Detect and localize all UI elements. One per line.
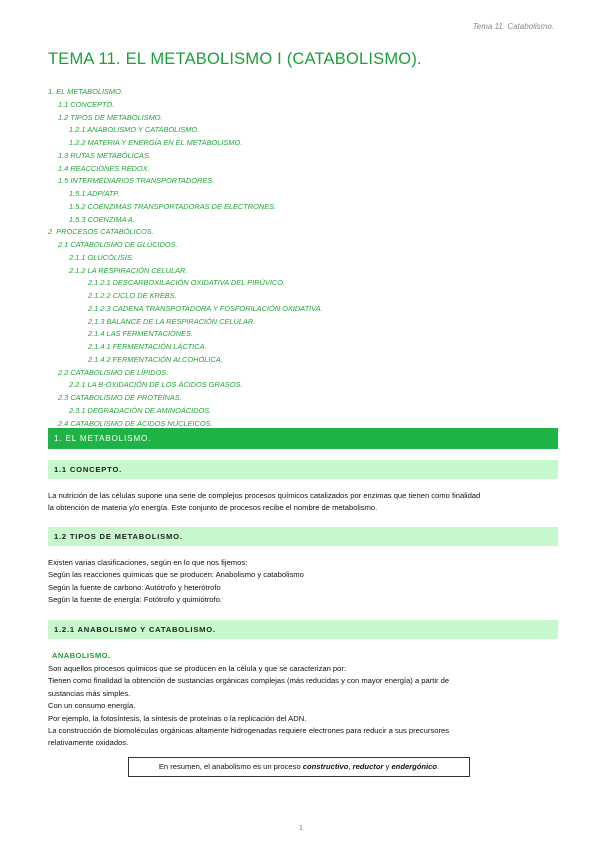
summary-word-constructivo: constructivo	[302, 762, 349, 771]
text-line: Con un consumo energía.	[48, 701, 136, 711]
text-line: Tienen como finalidad la obtención de sustancias orgánicas complejas (más reducidas y con mayor energía) a partir de	[48, 676, 450, 686]
summary-word-reductor: reductor	[352, 762, 384, 771]
toc-entry[interactable]: 1.2.2 MATERIA Y ENERGÍA EN EL METABOLISMO.	[69, 138, 243, 147]
text-line: La construcción de biomoléculas orgánicas altamente hidrogenadas requiere electrones para reducir a sus precursores	[48, 726, 450, 736]
anabolismo-heading: ANABOLISMO.	[52, 651, 111, 660]
toc-entry[interactable]: 2.3.1 DEGRADACIÓN DE AMINOÁCIDOS.	[69, 405, 212, 415]
toc-entry[interactable]: 1.2 TIPOS DE METABOLISMO.	[58, 112, 163, 122]
summary-end: .	[437, 762, 440, 771]
toc-entry[interactable]: 2. PROCESOS CATABÓLICOS.	[48, 227, 154, 237]
toc-entry[interactable]: 2.1.2.1 DESCARBOXILACIÓN OXIDATIVA DEL PIRÚVICO.	[88, 278, 286, 288]
page-title: TEMA 11. EL METABOLISMO I (CATABOLISMO).	[48, 50, 422, 68]
toc-entry[interactable]: 1.5.1 ADP/ATP.	[69, 189, 120, 198]
concepto-paragraph	[48, 490, 563, 515]
toc-entry[interactable]: 1.3 RUTAS METABÓLICAS.	[58, 150, 151, 160]
summary-prefix: En resumen, el anabolismo es un proceso	[158, 762, 303, 771]
summary-word-endergonico: endergónico	[391, 762, 438, 771]
running-header: Tema 11. Catabolismo.	[472, 22, 554, 31]
toc-entry[interactable]: 1.4 REACCIONES REDOX.	[58, 163, 150, 173]
toc-entry[interactable]: 2.1.1 GLUCÓLISIS.	[69, 252, 134, 262]
text-line: Según la fuente de carbono: Autótrofo y heterótrofo	[48, 582, 221, 592]
anabolismo-paragraph	[48, 663, 563, 750]
summary-box	[128, 757, 470, 777]
toc-entry[interactable]: 2.1 CATABOLISMO DE GLÚCIDOS.	[58, 240, 178, 249]
toc-entry[interactable]: 1.2.1 ANABOLISMO Y CATABOLISMO.	[69, 125, 200, 135]
toc-entry[interactable]: 2.1.2.2 CICLO DE KREBS.	[88, 291, 177, 300]
text-line: Según la fuente de energía: Fotótrofo y quimiótrofo.	[48, 595, 222, 605]
text-line: Según las reacciones químicas que se producen: Anabolismo y catabolismo	[48, 570, 304, 580]
section-heading-1-2: 1.2 TIPOS DE METABOLISMO.	[48, 527, 558, 546]
toc-entry[interactable]: 1. EL METABOLISMO.	[48, 87, 123, 96]
toc-entry[interactable]: 2.1.4 LAS FERMENTACIONES.	[88, 329, 194, 339]
text-line: Son aquellos procesos químicos que se producen en la célula y que se caracterizan por:	[48, 664, 347, 673]
toc-entry[interactable]: 2.1.3 BALANCE DE LA RESPIRACIÓN CELULAR.	[88, 316, 256, 326]
section-heading-1: 1. EL METABOLISMO.	[48, 428, 558, 449]
toc-entry[interactable]: 2.2 CATABOLISMO DE LÍPIDOS.	[58, 367, 169, 377]
toc-entry[interactable]: 2.2.1 LA B-OXIDACIÓN DE LOS ÁCIDOS GRASOS.	[69, 380, 243, 390]
toc-entry[interactable]: 2.1.4.1 FERMENTACIÓN LÁCTICA.	[88, 342, 207, 351]
summary-separator: ,	[348, 762, 353, 771]
text-line: la obtención de materia y/o energía. Este conjunto de procesos recibe el nombre de metabolismo.	[48, 503, 378, 513]
toc-entry[interactable]: 2.3 CATABOLISMO DE PROTEÍNAS.	[58, 393, 182, 402]
toc-entry[interactable]: 2.1.4.2 FERMENTACIÓN ALCOHÓLICA.	[88, 354, 223, 364]
toc-entry[interactable]: 2.1.2 LA RESPIRACIÓN CELULAR.	[69, 265, 188, 275]
text-line: Por ejemplo, la fotosíntesis, la síntesis de proteínas o la replicación del ADN.	[48, 713, 307, 723]
page-number: 1	[298, 823, 304, 832]
toc-entry[interactable]: 1.5.2 COENZIMAS TRANSPORTADORAS DE ELECTRONES.	[69, 201, 277, 211]
text-line: sustancias más simples.	[48, 688, 131, 698]
text-line: Existen varias clasificaciones, según en lo que nos fijemos:	[48, 558, 248, 567]
table-of-contents	[48, 86, 568, 430]
toc-entry[interactable]: 2.4 CATABOLISMO DE ÁCIDOS NUCLEICOS.	[58, 418, 213, 428]
tipos-paragraph	[48, 557, 563, 607]
text-line: relativamente oxidados.	[48, 738, 129, 748]
toc-entry[interactable]: 2.1.2.3 CADENA TRANSPOTADORA Y FOSFORILACIÓN OXIDATIVA.	[88, 303, 323, 313]
section-heading-1-1: 1.1 CONCEPTO.	[48, 460, 558, 479]
summary-separator: y	[383, 762, 392, 771]
toc-entry[interactable]: 1.1 CONCEPTO.	[58, 99, 115, 109]
section-heading-1-2-1: 1.2.1 ANABOLISMO Y CATABOLISMO.	[48, 620, 558, 639]
toc-entry[interactable]: 1.5 INTERMEDIARIOS TRANSPORTADORES.	[58, 176, 215, 186]
toc-entry[interactable]: 1.5.3 COENZIMA A.	[69, 214, 135, 224]
text-line: La nutrición de las células supone una serie de complejos procesos químicos catalizados por enzimas que tienen como finalidad	[48, 491, 481, 500]
